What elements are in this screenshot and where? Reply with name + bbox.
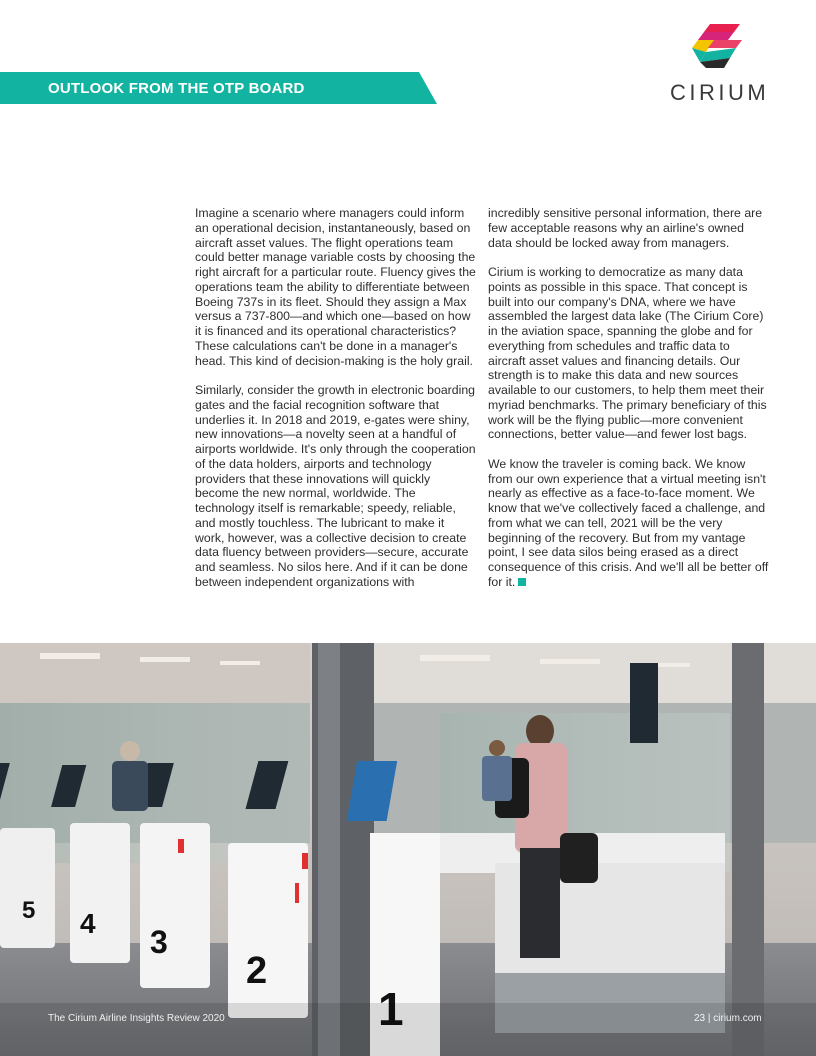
footer-publication: The Cirium Airline Insights Review 2020 bbox=[48, 1013, 225, 1024]
gate-number: 1 bbox=[378, 983, 404, 1035]
paragraph-text: We know the traveler is coming back. We know from our own experience that a virtual meeting isn't nearly as effective as a face-to-face moment. We know that we've collectively faced a challenge, and from what we can tell, 2021 will be the very beginning of the recovery. But from my vantage point, I see data silos being erased as a direct consequence of this crisis. And we'll all be better off for it. bbox=[488, 456, 769, 589]
paragraph: Imagine a scenario where managers could inform an operational decision, instantaneously, based on aircraft asset values. The flight operations team could better manage variable costs by choosing the right aircraft for a particular route. Fluency gives the operations team the ability to differentiate between Boeing 737s in its fleet. Should they assign a Max versus a 737-800—and which one—based on how it is financed and its operational characteristics? These calculations can't be done in a manager's head. This kind of decision-making is the holy grail. bbox=[195, 206, 476, 368]
section-title: OUTLOOK FROM THE OTP BOARD bbox=[48, 80, 305, 97]
article-column-1 bbox=[195, 206, 477, 604]
section-banner bbox=[0, 72, 437, 104]
paragraph: Cirium is working to democratize as many data points as possible in this space. That concept is built into our company's DNA, where we have assembled the largest data lake (The Cirium Core) in the aviation space, spanning the globe and for everything from schedules and traffic data to aircraft asset values and financing details. Our strength is to make this data and new sources available to our customers, to help them meet their myriad benchmarks. The primary beneficiary of this work will be the flying public—more convenient connections, better value—and fewer lost bags. bbox=[488, 265, 767, 442]
gate-number: 3 bbox=[150, 924, 168, 960]
gate-number: 2 bbox=[246, 950, 268, 992]
gate-number: 5 bbox=[22, 897, 36, 924]
closing-paragraph bbox=[488, 457, 770, 590]
cirium-logo-icon bbox=[690, 22, 746, 74]
end-mark-icon bbox=[518, 578, 526, 586]
paragraph: incredibly sensitive personal information, there are few acceptable reasons why an airline's owned data should be locked away from managers. bbox=[488, 206, 763, 250]
article-column-2 bbox=[488, 206, 770, 604]
footer-page-info: 23 | cirium.com bbox=[694, 1013, 762, 1024]
paragraph: Similarly, consider the growth in electronic boarding gates and the facial recognition software that underlies it. In 2018 and 2019, e-gates were shiny, new innovations—a novelty seen at a handful of airports worldwide. It's only through the cooperation of the data holders, airports and technology providers that these innovations will quickly become the new normal, worldwide. The technology itself is remarkable; speedy, reliable, and mostly touchless. The lubricant to make it work, however, was a collective decision to create data fluency between providers—secure, accurate and seamless. No silos here. And if it can be done between independent organizations with bbox=[195, 383, 476, 589]
egates-photo bbox=[0, 643, 816, 1056]
brand-wordmark: CIRIUM bbox=[670, 80, 770, 105]
gate-number: 4 bbox=[80, 908, 96, 939]
